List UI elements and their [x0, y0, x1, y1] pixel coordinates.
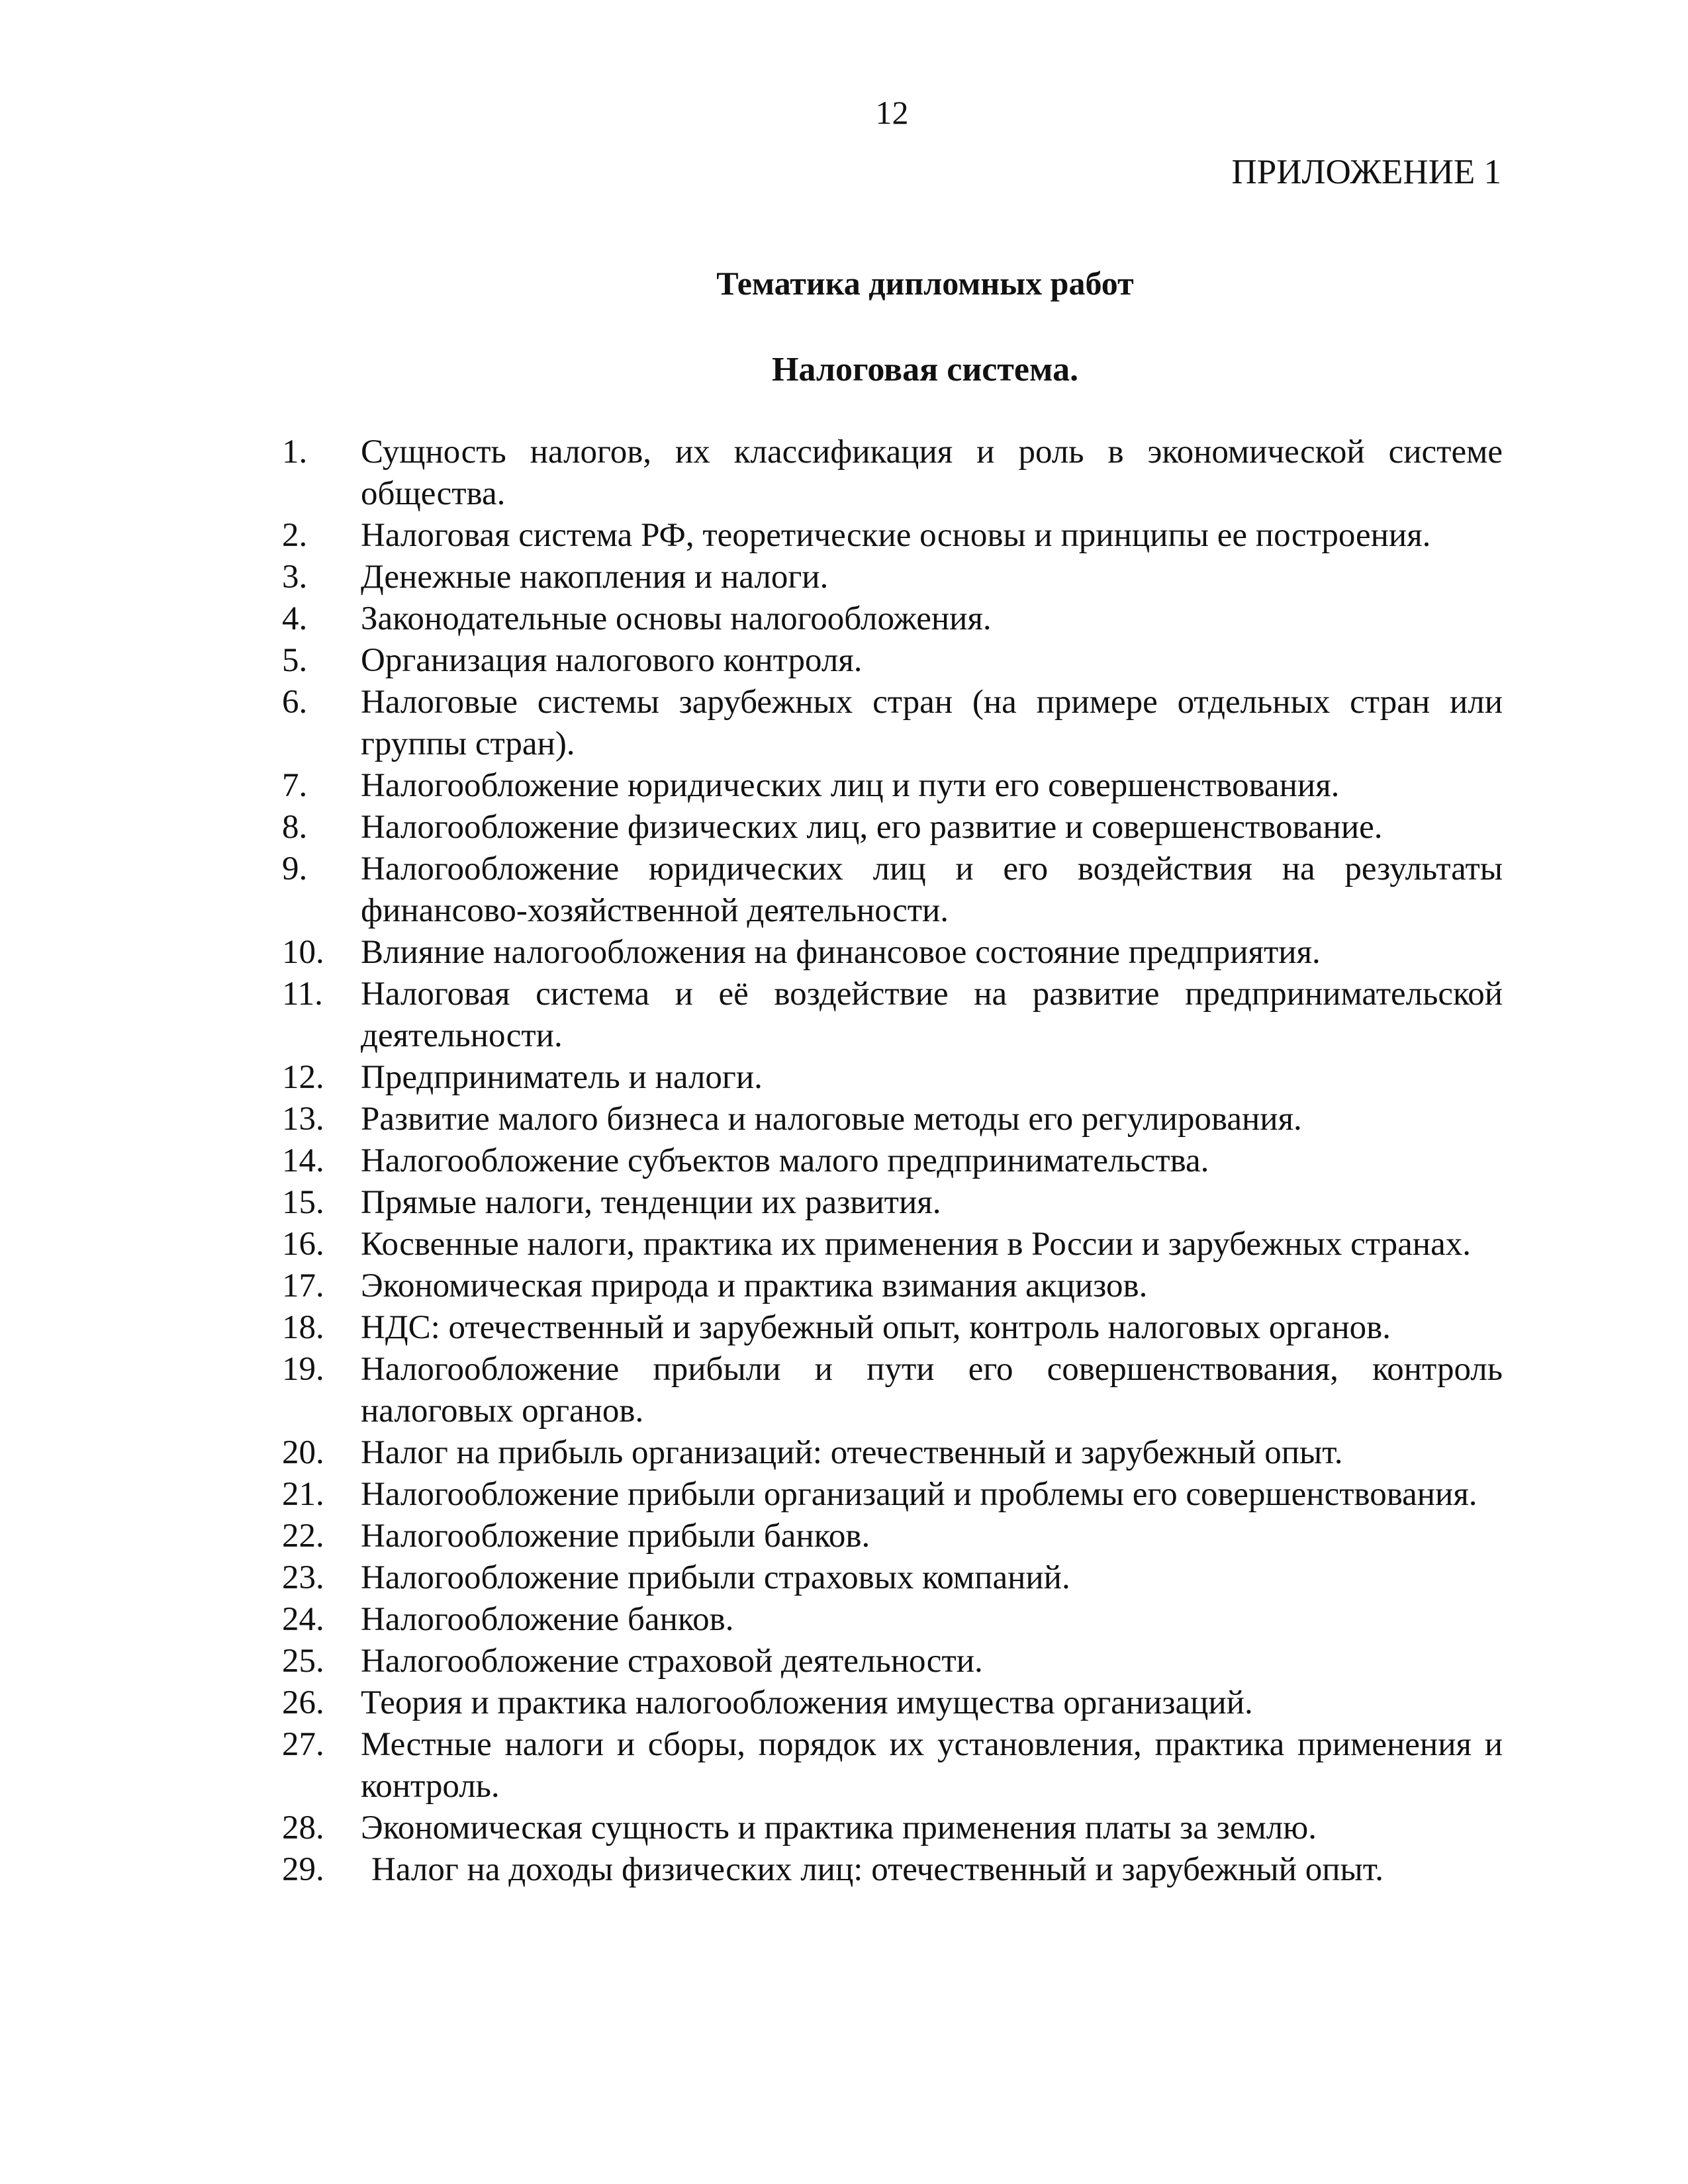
topic-list [282, 432, 1503, 1891]
list-item-text: Денежные накопления и налоги. [361, 559, 829, 596]
list-item [282, 557, 1503, 598]
list-item-number: 19. [282, 1351, 324, 1388]
list-item-text: Налог на доходы физических лиц: отечественный и зарубежный опыт. [371, 1851, 1383, 1888]
list-item-number: 12. [282, 1059, 324, 1096]
list-item [282, 682, 1503, 765]
list-item [282, 1599, 1503, 1641]
list-item-number: 26. [282, 1684, 324, 1721]
document-title: Тематика дипломных работ [716, 265, 1134, 302]
list-item-number: 25. [282, 1643, 324, 1680]
list-item [282, 1724, 1503, 1807]
list-item-number: 17. [282, 1267, 324, 1304]
list-item-text: Развитие малого бизнеса и налоговые методы его регулирования. [361, 1101, 1302, 1138]
page-number: 12 [875, 94, 909, 131]
list-item-text: Экономическая сущность и практика применения платы за землю. [361, 1809, 1317, 1846]
list-item [282, 1265, 1503, 1307]
list-item [282, 807, 1503, 848]
list-item-number: 24. [282, 1601, 324, 1638]
list-item-number: 2. [282, 517, 308, 554]
list-item-number: 27. [282, 1726, 324, 1763]
list-item [282, 1182, 1503, 1224]
list-item [282, 1516, 1503, 1557]
list-item [282, 1432, 1503, 1474]
list-item [282, 640, 1503, 682]
list-item-text: Налоговые системы зарубежных стран (на примере отдельных стран или группы стран). [361, 684, 1503, 762]
list-item-number: 22. [282, 1518, 324, 1555]
list-item [282, 1349, 1503, 1432]
list-item [282, 1474, 1503, 1516]
list-item-text: Налог на прибыль организаций: отечественный и зарубежный опыт. [361, 1434, 1343, 1471]
list-item-number: 10. [282, 934, 324, 971]
list-item-text: Налогообложение страховой деятельности. [361, 1643, 983, 1680]
list-item [282, 848, 1503, 932]
list-item-text: Местные налоги и сборы, порядок их установления, практика применения и контроль. [361, 1726, 1503, 1805]
list-item [282, 1140, 1503, 1182]
list-item [282, 1849, 1503, 1891]
list-item-text: Влияние налогообложения на финансовое состояние предприятия. [361, 934, 1321, 971]
list-item [282, 1807, 1503, 1849]
list-item [282, 1099, 1503, 1140]
list-item-number: 5. [282, 642, 308, 679]
list-item-number: 7. [282, 767, 308, 804]
list-item-text: Косвенные налоги, практика их применения в России и зарубежных странах. [361, 1226, 1471, 1263]
list-item-text: Налоговая система РФ, теоретические основы и принципы ее построения. [361, 517, 1431, 554]
list-item [282, 974, 1503, 1057]
list-item-text: Налогообложение юридических лиц и пути его совершенствования. [361, 767, 1340, 804]
list-item-number: 4. [282, 600, 308, 637]
list-item [282, 1682, 1503, 1724]
list-item-number: 6. [282, 684, 308, 721]
list-item-text: Налогообложение прибыли организаций и проблемы его совершенствования. [361, 1476, 1477, 1513]
list-item-text: НДС: отечественный и зарубежный опыт, контроль налоговых органов. [361, 1309, 1391, 1346]
list-item-text: Налогообложение прибыли страховых компаний. [361, 1559, 1070, 1596]
list-item-text: Прямые налоги, тенденции их развития. [361, 1184, 941, 1221]
list-item [282, 1224, 1503, 1265]
list-item-number: 18. [282, 1309, 324, 1346]
list-item-number: 9. [282, 850, 308, 887]
list-item [282, 932, 1503, 974]
list-item [282, 765, 1503, 807]
list-item [282, 1057, 1503, 1099]
list-item-text: Экономическая природа и практика взимания акцизов. [361, 1267, 1148, 1304]
list-item-text: Организация налогового контроля. [361, 642, 863, 679]
appendix-label: ПРИЛОЖЕНИЕ 1 [1231, 153, 1501, 191]
list-item-number: 23. [282, 1559, 324, 1596]
list-item-text: Сущность налогов, их классификация и роль в экономической системе общества. [361, 433, 1503, 512]
list-item-number: 16. [282, 1226, 324, 1263]
list-item-number: 28. [282, 1809, 324, 1846]
list-item [282, 598, 1503, 640]
list-item-text: Налогообложение юридических лиц и его воздействия на результаты финансово-хозяйственной деятельности. [361, 850, 1503, 929]
list-item [282, 1307, 1503, 1349]
section-title: Налоговая система. [771, 351, 1079, 388]
list-item-number: 15. [282, 1184, 324, 1221]
list-item-text: Налогообложение прибыли банков. [361, 1518, 870, 1555]
list-item [282, 1641, 1503, 1682]
list-item-number: 21. [282, 1476, 324, 1513]
list-item-number: 3. [282, 559, 308, 596]
list-item-text: Налогообложение банков. [361, 1601, 734, 1638]
list-item-number: 20. [282, 1434, 324, 1471]
list-item-text: Налогообложение прибыли и пути его совершенствования, контроль налоговых органов. [361, 1351, 1503, 1430]
list-item-number: 14. [282, 1142, 324, 1179]
list-item-number: 8. [282, 809, 308, 846]
list-item-number: 11. [282, 976, 323, 1013]
list-item [282, 515, 1503, 557]
list-item [282, 432, 1503, 515]
list-item-text: Предприниматель и налоги. [361, 1059, 763, 1096]
list-item-text: Законодательные основы налогообложения. [361, 600, 992, 637]
list-item-text: Теория и практика налогообложения имущества организаций. [361, 1684, 1253, 1721]
list-item-number: 1. [282, 433, 308, 471]
list-item-number: 29. [282, 1851, 324, 1888]
list-item [282, 1557, 1503, 1599]
list-item-number: 13. [282, 1101, 324, 1138]
list-item-text: Налогообложение физических лиц, его развитие и совершенствование. [361, 809, 1383, 846]
list-item-text: Налоговая система и её воздействие на развитие предпринимательской деятельности. [361, 976, 1503, 1054]
list-item-text: Налогообложение субъектов малого предпринимательства. [361, 1142, 1209, 1179]
